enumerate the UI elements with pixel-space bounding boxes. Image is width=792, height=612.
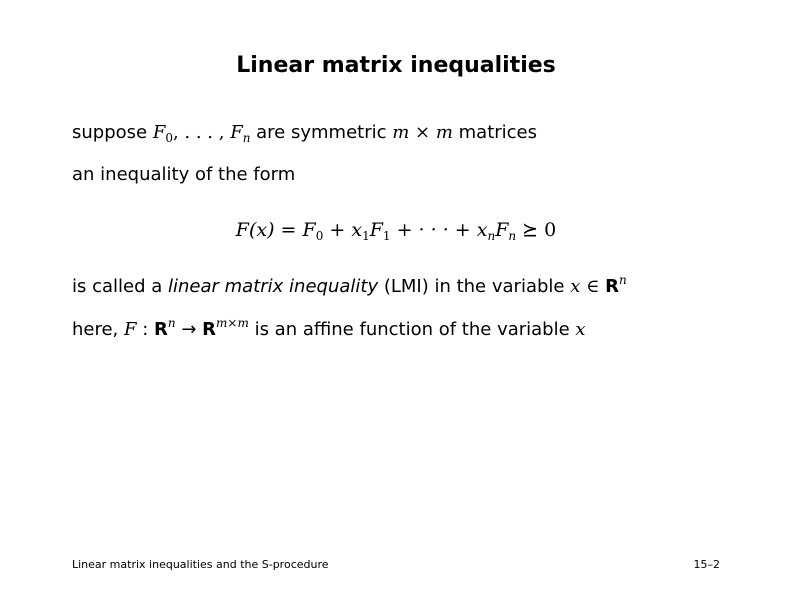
eq-sub-0: 0: [315, 229, 324, 243]
line3-math-x-in: x ∈: [570, 276, 606, 297]
line1-text-a: suppose: [72, 122, 153, 143]
footer-page-number: 15–2: [693, 558, 720, 571]
eq-dots-x: + · · · + x: [390, 219, 488, 241]
eq-f1: F: [369, 219, 383, 241]
eq-lhs: F(x) = F: [235, 219, 316, 241]
line4-math-x: x: [575, 319, 586, 340]
slide-title: Linear matrix inequalities: [236, 53, 556, 78]
math-f: F: [230, 122, 243, 143]
line3-emphasis: linear matrix inequality: [168, 276, 379, 297]
line4-math-reals: R: [202, 319, 217, 340]
line4-math-sup-mxm: m×m: [216, 316, 249, 330]
line4-text-b: is an affine function of the variable: [248, 319, 576, 340]
line4-math-colon: :: [136, 319, 155, 340]
eq-plus-x: + x: [323, 219, 363, 241]
footer-section-title: Linear matrix inequalities and the S-procedure: [72, 558, 329, 571]
math-sub-0: 0: [165, 131, 173, 145]
math-ellipsis: , . . . ,: [172, 122, 231, 143]
eq-fn: F: [495, 219, 509, 241]
text-line-inequality-form: an inequality of the form: [72, 164, 296, 185]
text-line-lmi-definition: [72, 273, 627, 297]
line4-text-a: here,: [72, 319, 125, 340]
text-line-affine-function: [72, 316, 586, 340]
line1-text-b: are symmetric: [250, 122, 393, 143]
line1-text-c: matrices: [452, 122, 537, 143]
math-sub-n: n: [242, 131, 251, 145]
line3-text-b: (LMI) in the variable: [378, 276, 571, 297]
line4-math-sup-n: n: [167, 316, 176, 330]
line3-math-sup-n: n: [619, 273, 627, 287]
line4-math-f: F: [124, 319, 137, 340]
line3-math-reals: R: [605, 276, 619, 297]
lmi-equation: [0, 219, 792, 243]
line3-text-a: is called a: [72, 276, 169, 297]
line4-math-arrow: →: [175, 319, 203, 340]
eq-sub-n: n: [487, 229, 496, 243]
eq-sub-n: n: [508, 229, 517, 243]
eq-rhs: ⪰ 0: [516, 219, 557, 241]
line4-math-reals: R: [154, 319, 168, 340]
text-line-symmetric-matrices: [72, 122, 537, 145]
line1-math-f-list: [153, 122, 251, 143]
eq-sub-1: 1: [362, 229, 370, 243]
math-f: F: [152, 122, 166, 143]
line1-math-m-by-m: m × m: [392, 122, 453, 143]
eq-sub-1: 1: [382, 229, 391, 243]
